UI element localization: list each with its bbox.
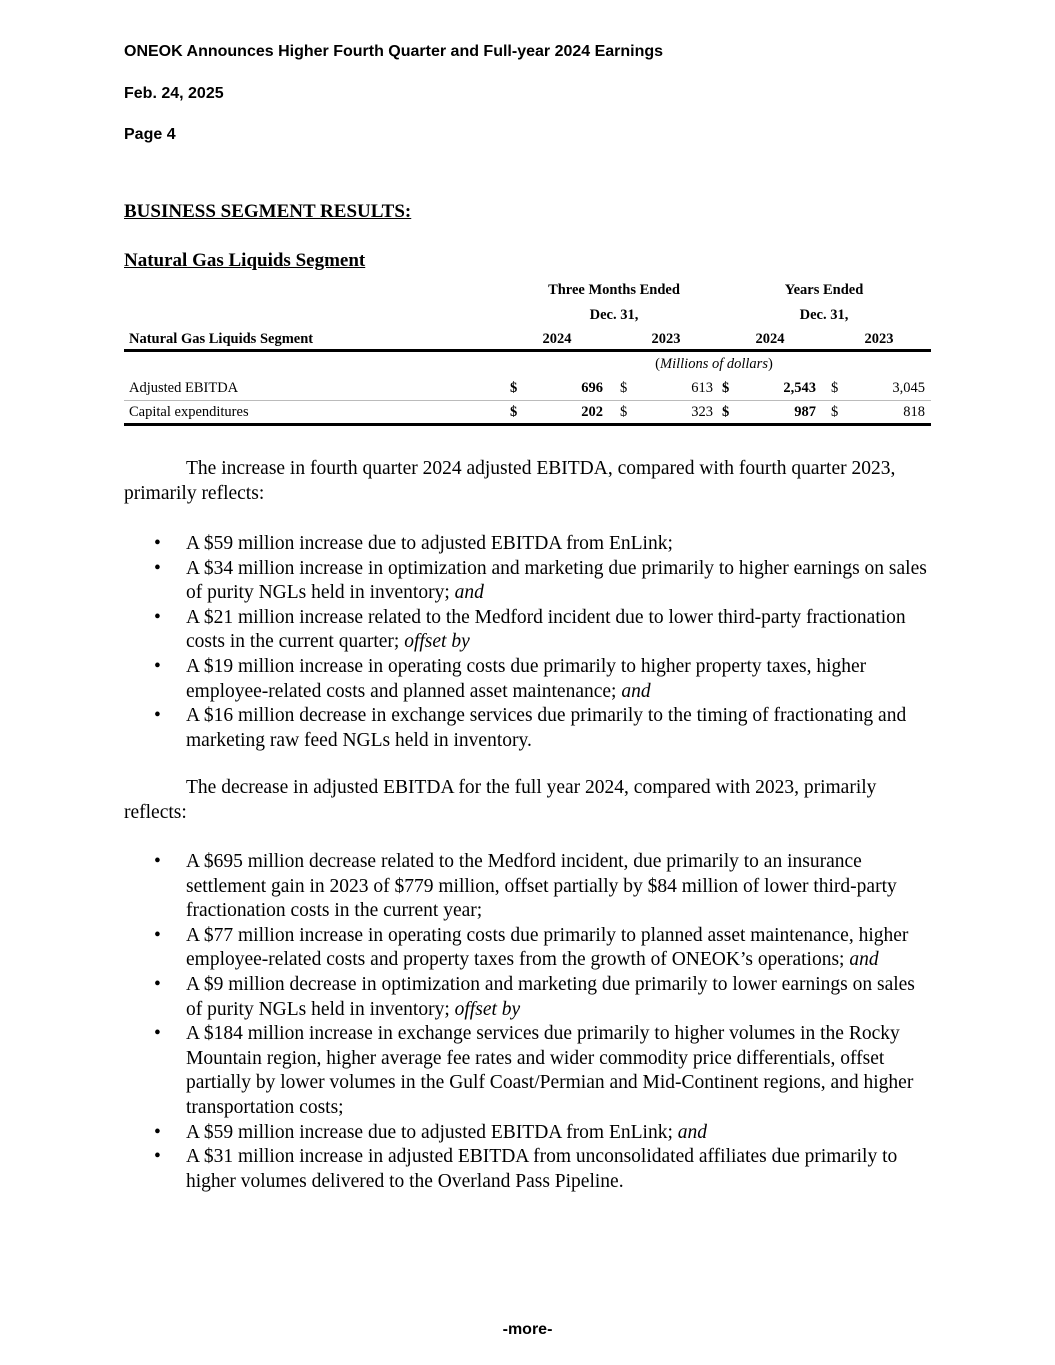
bullet-icon: • bbox=[154, 1023, 161, 1045]
section-title: BUSINESS SEGMENT RESULTS: bbox=[124, 201, 412, 222]
currency-symbol: $ bbox=[831, 404, 839, 420]
list-item: • A $695 million decrease related to the Medford incident, due primarily to an insurance settlement gain in 2023 of $779 million, offset partially by $84 million of lower third-party fractionation costs in the current year; bbox=[154, 851, 897, 922]
group2-line1: Years Ended bbox=[784, 282, 864, 298]
list-item: • A $16 million decrease in exchange services due primarily to the timing of fractionating and marketing raw feed NGLs held in inventory. bbox=[154, 705, 907, 751]
row-divider bbox=[124, 400, 931, 401]
year-col-4: 2023 bbox=[864, 331, 894, 347]
currency-symbol: $ bbox=[620, 380, 628, 396]
bullet-icon: • bbox=[154, 533, 161, 554]
year-col-1: 2024 bbox=[542, 331, 572, 347]
list-item: • A $59 million increase due to adjusted EBITDA from EnLink; and bbox=[124, 1121, 936, 1146]
bullet-icon: • bbox=[154, 557, 161, 579]
currency-symbol: $ bbox=[831, 380, 839, 396]
year-col-3: 2024 bbox=[755, 331, 785, 347]
row-header: Natural Gas Liquids Segment bbox=[129, 331, 314, 347]
group2-line2: Dec. 31, bbox=[799, 307, 849, 323]
list-item: • A $31 million increase in adjusted EBITDA from unconsolidated affiliates due primarily to higher volumes delivered to the Overland Pass Pipeline. bbox=[154, 1146, 898, 1192]
row-label: Adjusted EBITDA bbox=[129, 380, 239, 396]
bullet-icon: • bbox=[154, 924, 161, 946]
currency-symbol: $ bbox=[620, 404, 628, 420]
cell-fy-2024: 2,543 bbox=[783, 380, 816, 396]
page-footer: -more- bbox=[502, 1321, 553, 1338]
list-item: • A $59 million increase due to adjusted EBITDA from EnLink; bbox=[124, 532, 936, 557]
bullet-icon: • bbox=[154, 606, 161, 628]
cell-q4-2024: 202 bbox=[581, 404, 603, 420]
cell-q4-2023: 323 bbox=[691, 404, 713, 420]
list-item: • A $184 million increase in exchange services due primarily to higher volumes in the Rocky Mountain region, higher average fee rates and wider commodity price differentials, offset partially by lower volumes in the Gulf Coast/Permian and Mid-Continent regions, and higher transportation costs; bbox=[154, 1023, 914, 1118]
group1-line1: Three Months Ended bbox=[548, 282, 680, 298]
cell-q4-2024: 696 bbox=[581, 380, 603, 396]
document-date: Feb. 24, 2025 bbox=[124, 85, 224, 102]
units-note: (Millions of dollars) bbox=[655, 356, 773, 372]
bullet-icon: • bbox=[154, 851, 161, 872]
intro-paragraph-year: The decrease in adjusted EBITDA for the full year 2024, compared with 2023, primarily reflects: bbox=[124, 777, 877, 823]
list-item: • A $21 million increase related to the Medford incident due to lower third-party fractionation costs in the current quarter; offset by bbox=[154, 606, 906, 653]
currency-symbol: $ bbox=[510, 380, 518, 396]
currency-symbol: $ bbox=[722, 404, 730, 420]
row-label: Capital expenditures bbox=[129, 404, 249, 420]
group1-line2: Dec. 31, bbox=[589, 307, 639, 323]
header-rule bbox=[124, 349, 931, 352]
bullet-icon: • bbox=[154, 973, 161, 995]
cell-fy-2023: 818 bbox=[903, 404, 925, 420]
cell-fy-2024: 987 bbox=[794, 404, 816, 420]
year-drivers-list bbox=[124, 850, 936, 1194]
intro-paragraph-quarter: The increase in fourth quarter 2024 adjusted EBITDA, compared with fourth quarter 2023, primarily reflects: bbox=[124, 458, 896, 504]
list-item: • A $34 million increase in optimization and marketing due primarily to higher earnings on sales of purity NGLs held in inventory; and bbox=[154, 557, 927, 604]
list-item: • A $19 million increase in operating costs due primarily to higher property taxes, higher employee-related costs and planned asset maintenance; and bbox=[154, 655, 867, 702]
currency-symbol: $ bbox=[510, 404, 518, 420]
cell-fy-2023: 3,045 bbox=[892, 380, 925, 396]
cell-q4-2023: 613 bbox=[691, 380, 713, 396]
segment-table bbox=[124, 278, 931, 428]
bullet-icon: • bbox=[154, 1146, 161, 1168]
table-bottom-rule bbox=[124, 423, 931, 426]
quarter-drivers-list bbox=[124, 532, 936, 753]
year-col-2: 2023 bbox=[651, 331, 681, 347]
document-title: ONEOK Announces Higher Fourth Quarter and Full-year 2024 Earnings bbox=[124, 43, 664, 60]
bullet-icon: • bbox=[154, 1121, 161, 1143]
list-item: • A $9 million decrease in optimization and marketing due primarily to lower earnings on sales of purity NGLs held in inventory; offset by bbox=[154, 973, 915, 1020]
currency-symbol: $ bbox=[722, 380, 730, 396]
list-item: • A $77 million increase in operating costs due primarily to planned asset maintenance, higher employee-related costs and property taxes from the growth of ONEOK’s operations; and bbox=[154, 924, 909, 971]
bullet-icon: • bbox=[154, 705, 161, 727]
page-number: Page 4 bbox=[124, 126, 176, 143]
bullet-icon: • bbox=[154, 655, 161, 677]
section-subtitle: Natural Gas Liquids Segment bbox=[124, 250, 366, 271]
